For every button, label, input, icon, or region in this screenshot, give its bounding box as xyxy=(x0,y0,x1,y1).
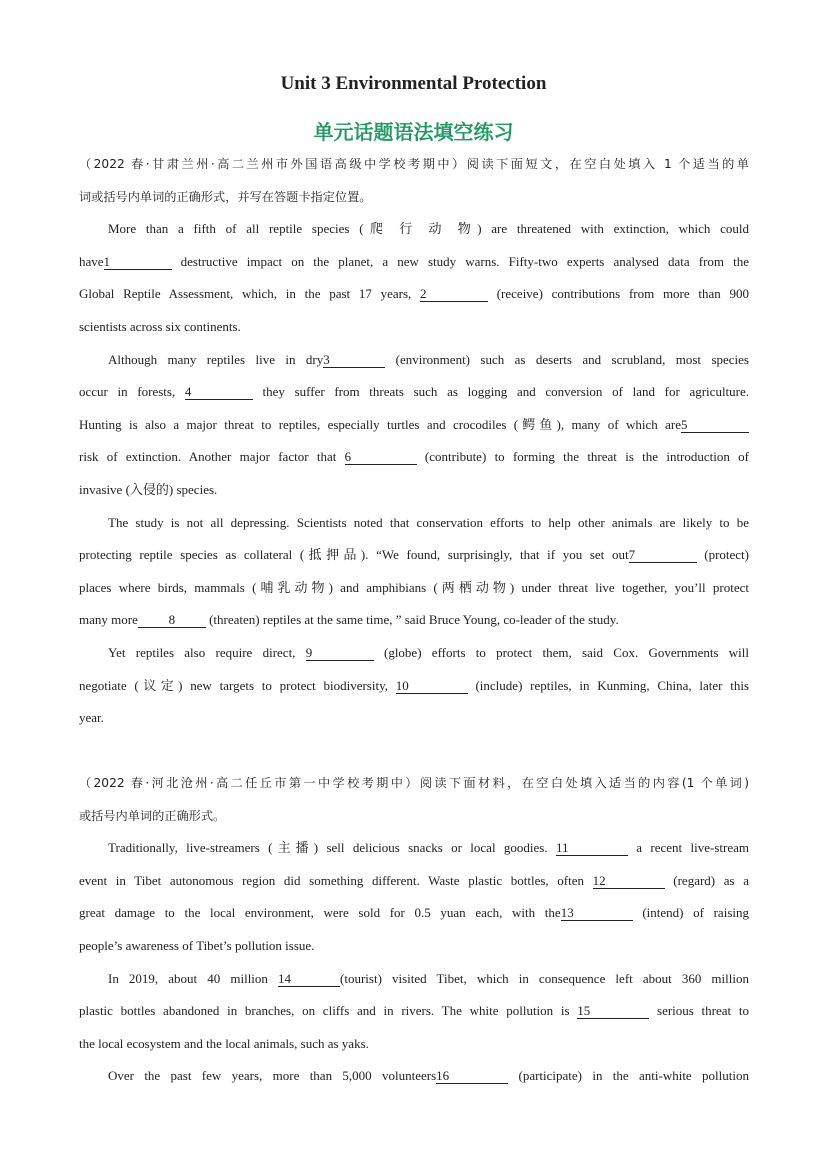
text-line: negotiate (议定) new targets to protect biodiversity, 10 (include) reptiles, in Kunming, China, later this xyxy=(79,677,749,693)
text-line: people’s awareness of Tibet’s pollution issue. xyxy=(79,937,315,953)
text-line: scientists across six continents. xyxy=(79,318,241,334)
text-line: places where birds, mammals (哺乳动物) and amphibians (两栖动物) under threat live together, you’ll protect xyxy=(79,579,749,595)
answer-blank-1[interactable]: 1 xyxy=(104,255,172,270)
answer-blank-10[interactable]: 10 xyxy=(396,679,468,694)
answer-blank-4[interactable]: 4 xyxy=(185,385,253,400)
text-line: The study is not all depressing. Scientists noted that conservation efforts to help other animals are likely to be xyxy=(108,514,749,530)
text-line: year. xyxy=(79,710,104,726)
answer-blank-8[interactable]: 8 xyxy=(138,613,206,628)
text-line: invasive (入侵的) species. xyxy=(79,481,218,497)
answer-blank-9[interactable]: 9 xyxy=(306,646,374,661)
answer-blank-5[interactable]: 5 xyxy=(681,418,749,433)
text-line: risk of extinction. Another major factor that 6 (contribute) to forming the threat is the introduction of xyxy=(79,449,750,465)
answer-blank-3[interactable]: 3 xyxy=(323,353,385,368)
text-line: great damage to the local environment, were sold for 0.5 yuan each, with the13 (intend) of raising xyxy=(79,905,749,921)
answer-blank-16[interactable]: 16 xyxy=(436,1069,508,1084)
text-line: have1 destructive impact on the planet, a new study warns. Fifty-two experts analysed data from the xyxy=(79,253,749,269)
passage-2-instruction-line: （2022 春·河北沧州·高二任丘市第一中学校考期中）阅读下面材料，在空白处填入适当的内容(1 个单词) xyxy=(79,776,749,790)
passage-1-instruction-line: 词或括号内单词的正确形式，并写在答题卡指定位置。 xyxy=(79,189,372,204)
passage-2-instruction-line: 或括号内单词的正确形式。 xyxy=(79,808,226,823)
text-line: More than a fifth of all reptile species (爬 行 动 物) are threatened with extinction, which could xyxy=(108,221,749,237)
text-line: event in Tibet autonomous region did something different. Waste plastic bottles, often 12 (regard) as a xyxy=(79,872,749,888)
text-line: Global Reptile Assessment, which, in the past 17 years, 2 (receive) contributions from more than 900 xyxy=(79,286,749,302)
document-subtitle: 单元话题语法填空练习 xyxy=(313,120,514,144)
answer-blank-13[interactable]: 13 xyxy=(561,906,633,921)
text-line: Over the past few years, more than 5,000 volunteers16 (participate) in the anti-white pollution xyxy=(108,1068,749,1084)
passage-1 xyxy=(79,148,749,735)
answer-blank-14[interactable]: 14 xyxy=(278,972,340,987)
text-line: Hunting is also a major threat to reptiles, especially turtles and crocodiles (鳄鱼), many of which are5 xyxy=(79,409,749,442)
answer-blank-6[interactable]: 6 xyxy=(345,450,417,465)
answer-blank-2[interactable]: 2 xyxy=(420,287,488,302)
text-line: occur in forests, 4 they suffer from threats such as logging and conversion of land for agriculture. xyxy=(79,384,750,400)
text-line: the local ecosystem and the local animals, such as yaks. xyxy=(79,1035,369,1051)
passage-1-instruction-line: （2022 春·甘肃兰州·高二兰州市外国语高级中学校考期中）阅读下面短文，在空白处填入 1 个适当的单 xyxy=(79,157,749,171)
text-line: Yet reptiles also require direct, 9 (globe) efforts to protect them, said Cox. Governments will xyxy=(108,644,750,660)
answer-blank-11[interactable]: 11 xyxy=(556,841,628,856)
passage-2 xyxy=(79,767,749,1093)
text-line: plastic bottles abandoned in branches, on cliffs and in rivers. The white pollution is 15 serious threat to xyxy=(79,1003,749,1019)
text-line: many more 8 (threaten) reptiles at the same time, ” said Bruce Young, co-leader of the study. xyxy=(79,612,619,628)
text-line: protecting reptile species as collateral (抵押品). “We found, surprisingly, that if you set out7 (protect) xyxy=(79,547,749,563)
answer-blank-12[interactable]: 12 xyxy=(593,874,665,889)
text-line: Although many reptiles live in dry3 (environment) such as deserts and scrubland, most species xyxy=(108,351,749,367)
answer-blank-15[interactable]: 15 xyxy=(577,1004,649,1019)
answer-blank-7[interactable]: 7 xyxy=(629,548,697,563)
text-line: Traditionally, live-streamers (主播) sell delicious snacks or local goodies. 11 a recent live-stream xyxy=(108,840,749,856)
text-line: In 2019, about 40 million 14 (tourist) visited Tibet, which in consequence left about 360 million xyxy=(108,970,749,986)
document-title: Unit 3 Environmental Protection xyxy=(280,73,547,94)
